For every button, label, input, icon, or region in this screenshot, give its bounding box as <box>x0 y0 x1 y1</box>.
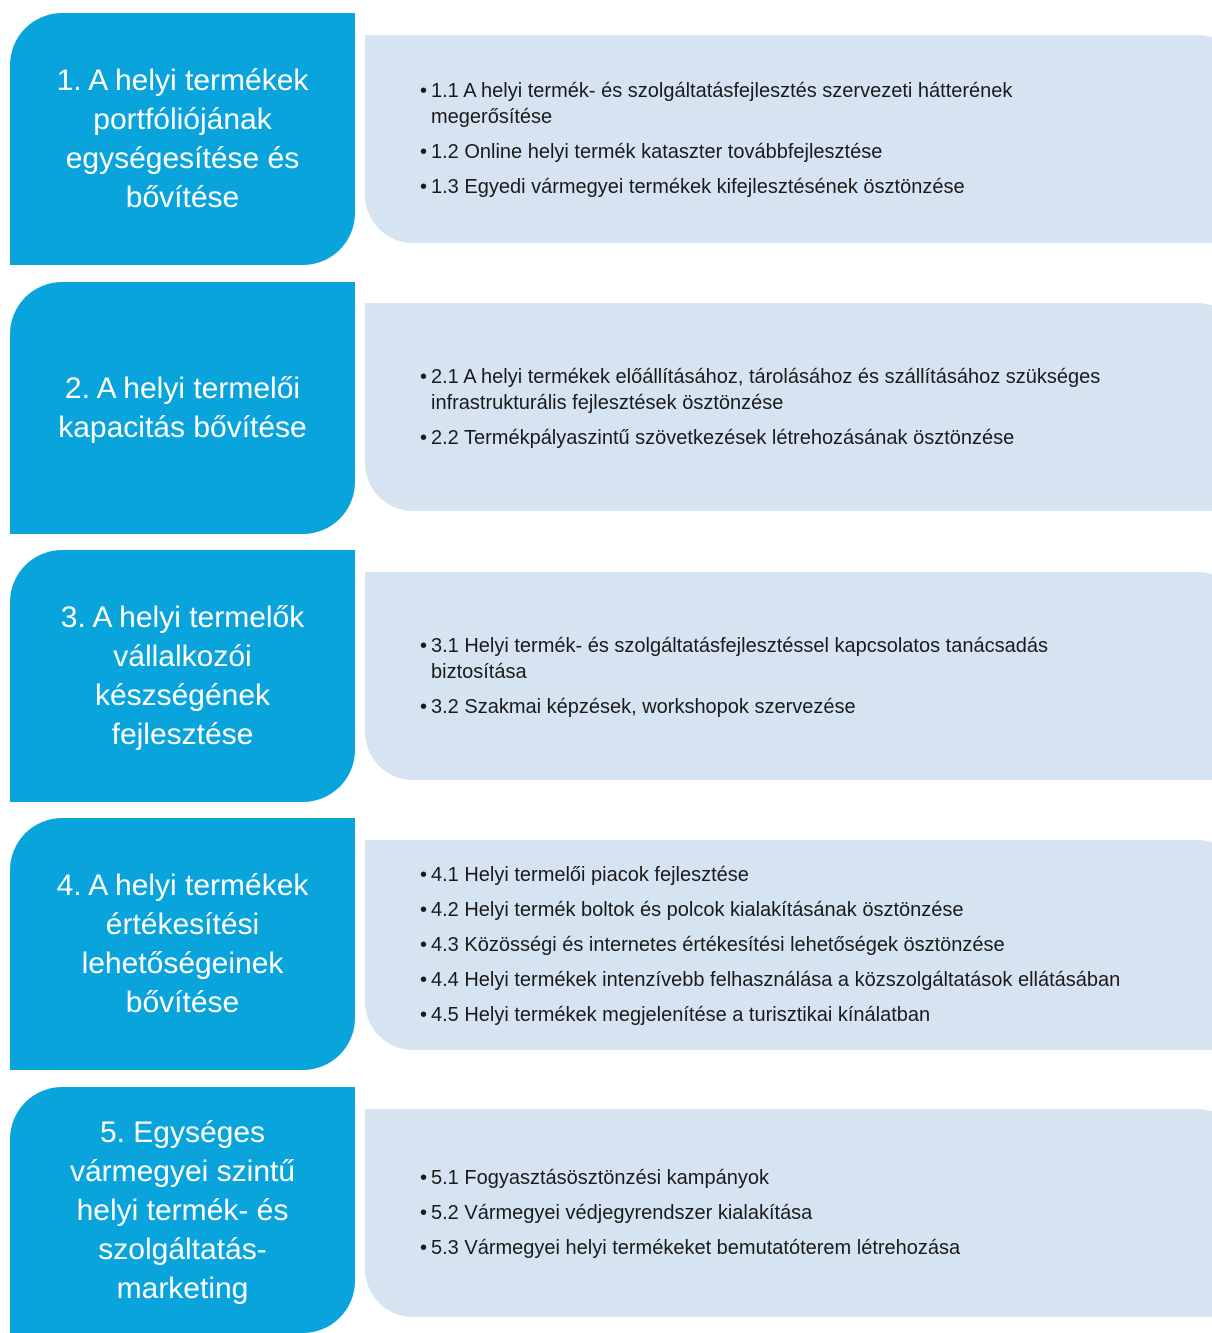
objective-1-measures-list <box>365 78 1051 200</box>
measure-item: • 2.2 Termékpályaszintű szövetkezések létrehozásának ösztönzése <box>420 425 1151 451</box>
objective-5-measures-list <box>365 1165 960 1261</box>
objective-3-title-box: 3. A helyi termelők vállalkozói készségének fejlesztése <box>10 550 355 802</box>
objective-2-measures-panel <box>365 303 1212 511</box>
objective-1-title-box: 1. A helyi termékek portfóliójának egységesítése és bővítése <box>10 13 355 265</box>
objective-2-title-box: 2. A helyi termelői kapacitás bővítése <box>10 282 355 534</box>
measure-item: • 3.2 Szakmai képzések, workshopok szervezése <box>420 694 1081 720</box>
measure-item: • 1.2 Online helyi termék kataszter továbbfejlesztése <box>420 139 1051 165</box>
objective-5-title-box: 5. Egységes vármegyei szintű helyi termék- és szolgáltatás- marketing <box>10 1087 355 1333</box>
measure-item: • 2.1 A helyi termékek előállításához, tárolásához és szállításához szükséges infrastrukturális fejlesztések ösztönzése <box>420 364 1151 416</box>
measure-item: • 4.4 Helyi termékek intenzívebb felhasználása a közszolgáltatások ellátásában <box>420 967 1161 993</box>
measure-item: • 5.2 Vármegyei védjegyrendszer kialakítása <box>420 1200 960 1226</box>
measure-item: • 4.5 Helyi termékek megjelenítése a turisztikai kínálatban <box>420 1002 1161 1028</box>
measure-item: • 4.1 Helyi termelői piacok fejlesztése <box>420 862 1161 888</box>
measure-item: • 4.2 Helyi termék boltok és polcok kialakításának ösztönzése <box>420 897 1161 923</box>
measure-item: • 3.1 Helyi termék- és szolgáltatásfejlesztéssel kapcsolatos tanácsadás biztosítása <box>420 633 1081 685</box>
measure-item: • 5.3 Vármegyei helyi termékeket bemutatóterem létrehozása <box>420 1235 960 1261</box>
measure-item: • 4.3 Közösségi és internetes értékesítési lehetőségek ösztönzése <box>420 932 1161 958</box>
objective-2-measures-list <box>365 364 1151 451</box>
objective-3-measures-panel <box>365 572 1212 780</box>
objective-4-measures-list <box>365 862 1161 1028</box>
objective-4-measures-panel <box>365 840 1212 1050</box>
objective-4-title-box: 4. A helyi termékek értékesítési lehetőségeinek bővítése <box>10 818 355 1070</box>
measure-item: • 1.1 A helyi termék- és szolgáltatásfejlesztés szervezeti hátterének megerősítése <box>420 78 1051 130</box>
measure-item: • 1.3 Egyedi vármegyei termékek kifejlesztésének ösztönzése <box>420 174 1051 200</box>
objective-1-measures-panel <box>365 35 1212 243</box>
objective-3-measures-list <box>365 633 1081 720</box>
measure-item: • 5.1 Fogyasztásösztönzési kampányok <box>420 1165 960 1191</box>
objective-5-measures-panel <box>365 1109 1212 1317</box>
